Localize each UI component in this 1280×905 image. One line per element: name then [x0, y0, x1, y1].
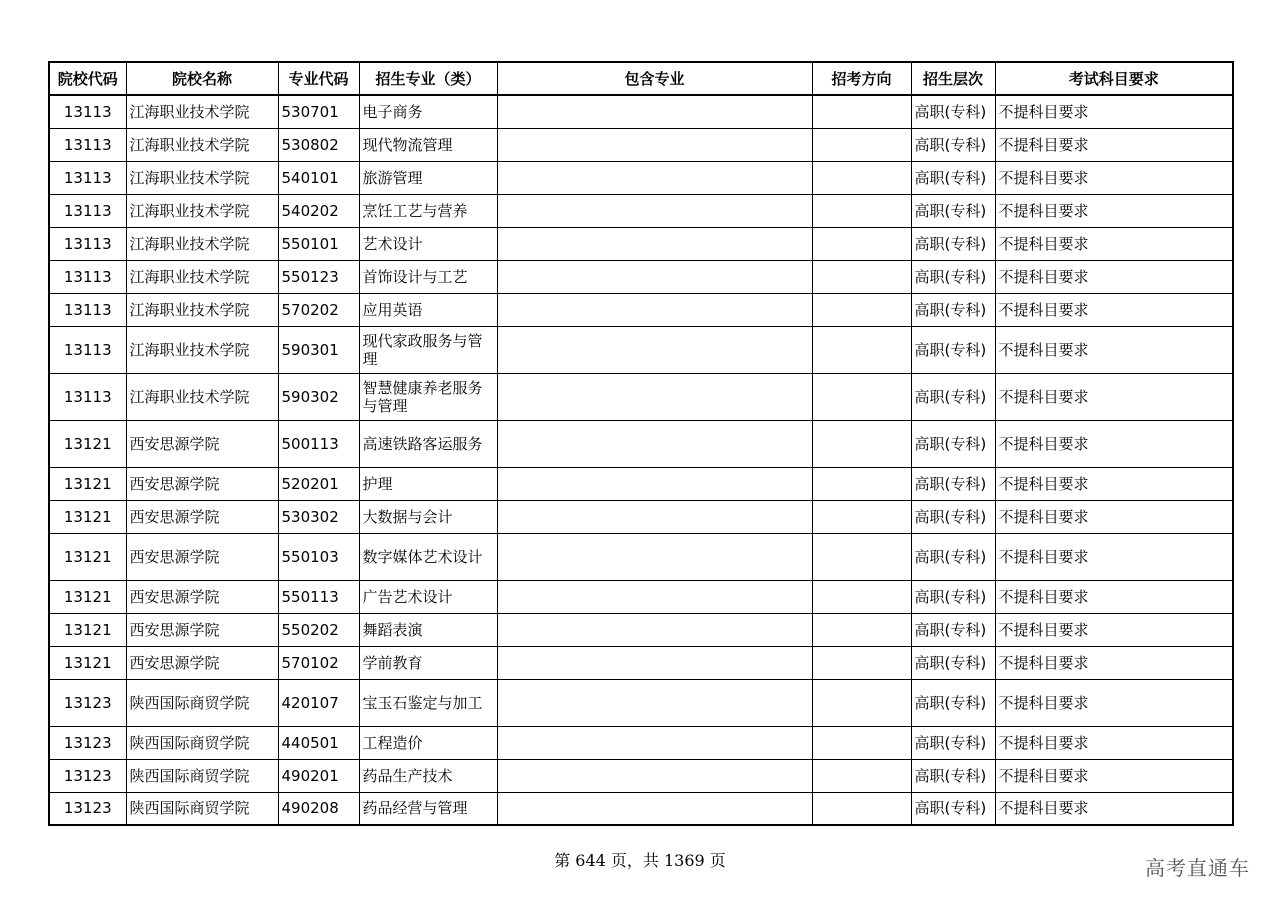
cell-major-code: 490208	[278, 792, 359, 825]
cell-major: 舞蹈表演	[359, 613, 497, 646]
enrollment-table	[48, 61, 1234, 826]
cell-school-name: 西安思源学院	[126, 500, 278, 533]
cell-level: 高职(专科)	[911, 161, 995, 194]
cell-major-code: 490201	[278, 759, 359, 792]
cell-level: 高职(专科)	[911, 646, 995, 679]
cell-requirement: 不提科目要求	[995, 533, 1233, 580]
cell-level: 高职(专科)	[911, 420, 995, 467]
cell-level: 高职(专科)	[911, 260, 995, 293]
cell-direction	[812, 792, 911, 825]
cell-major: 药品经营与管理	[359, 792, 497, 825]
cell-major: 现代家政服务与管理	[359, 326, 497, 373]
cell-major-code: 550113	[278, 580, 359, 613]
cell-included-majors	[497, 194, 812, 227]
cell-major: 现代物流管理	[359, 128, 497, 161]
cell-school-name: 江海职业技术学院	[126, 326, 278, 373]
cell-major: 烹饪工艺与营养	[359, 194, 497, 227]
cell-school-name: 江海职业技术学院	[126, 293, 278, 326]
cell-major: 广告艺术设计	[359, 580, 497, 613]
table-row	[49, 227, 1233, 260]
cell-major: 智慧健康养老服务与管理	[359, 373, 497, 420]
cell-level: 高职(专科)	[911, 467, 995, 500]
table-row	[49, 260, 1233, 293]
cell-included-majors	[497, 580, 812, 613]
cell-requirement: 不提科目要求	[995, 679, 1233, 726]
cell-direction	[812, 326, 911, 373]
cell-requirement: 不提科目要求	[995, 726, 1233, 759]
cell-level: 高职(专科)	[911, 500, 995, 533]
cell-school-name: 西安思源学院	[126, 613, 278, 646]
cell-direction	[812, 679, 911, 726]
cell-direction	[812, 95, 911, 128]
cell-school-code: 13113	[49, 293, 126, 326]
cell-school-name: 江海职业技术学院	[126, 95, 278, 128]
cell-requirement: 不提科目要求	[995, 580, 1233, 613]
watermark-text: 高考直通车	[1145, 856, 1250, 880]
cell-school-code: 13113	[49, 194, 126, 227]
table-row	[49, 293, 1233, 326]
cell-level: 高职(专科)	[911, 533, 995, 580]
cell-school-code: 13113	[49, 161, 126, 194]
table-row	[49, 161, 1233, 194]
cell-major-code: 530701	[278, 95, 359, 128]
cell-direction	[812, 726, 911, 759]
cell-school-code: 13121	[49, 420, 126, 467]
header-level: 招生层次	[911, 62, 995, 95]
table-row	[49, 128, 1233, 161]
table-row	[49, 646, 1233, 679]
cell-requirement: 不提科目要求	[995, 293, 1233, 326]
cell-level: 高职(专科)	[911, 194, 995, 227]
cell-included-majors	[497, 326, 812, 373]
cell-school-name: 西安思源学院	[126, 420, 278, 467]
cell-requirement: 不提科目要求	[995, 161, 1233, 194]
table-row	[49, 679, 1233, 726]
cell-major-code: 590302	[278, 373, 359, 420]
cell-major: 工程造价	[359, 726, 497, 759]
cell-major-code: 520201	[278, 467, 359, 500]
cell-major: 旅游管理	[359, 161, 497, 194]
cell-major-code: 550103	[278, 533, 359, 580]
table-row	[49, 420, 1233, 467]
cell-major-code: 420107	[278, 679, 359, 726]
cell-major: 应用英语	[359, 293, 497, 326]
cell-level: 高职(专科)	[911, 792, 995, 825]
cell-major-code: 550123	[278, 260, 359, 293]
header-requirement: 考试科目要求	[995, 62, 1233, 95]
cell-school-code: 13113	[49, 260, 126, 293]
cell-direction	[812, 646, 911, 679]
cell-school-code: 13113	[49, 95, 126, 128]
table-header-row	[49, 62, 1233, 95]
cell-major: 艺术设计	[359, 227, 497, 260]
cell-school-name: 西安思源学院	[126, 580, 278, 613]
cell-requirement: 不提科目要求	[995, 420, 1233, 467]
cell-school-name: 西安思源学院	[126, 467, 278, 500]
cell-school-code: 13123	[49, 759, 126, 792]
cell-school-name: 陕西国际商贸学院	[126, 679, 278, 726]
cell-direction	[812, 467, 911, 500]
cell-requirement: 不提科目要求	[995, 128, 1233, 161]
cell-level: 高职(专科)	[911, 580, 995, 613]
cell-school-name: 江海职业技术学院	[126, 227, 278, 260]
cell-direction	[812, 580, 911, 613]
cell-requirement: 不提科目要求	[995, 227, 1233, 260]
cell-major: 护理	[359, 467, 497, 500]
cell-requirement: 不提科目要求	[995, 467, 1233, 500]
cell-school-code: 13113	[49, 128, 126, 161]
cell-requirement: 不提科目要求	[995, 95, 1233, 128]
cell-school-code: 13121	[49, 467, 126, 500]
cell-major-code: 530302	[278, 500, 359, 533]
table-row	[49, 580, 1233, 613]
cell-school-code: 13121	[49, 533, 126, 580]
header-school-code: 院校代码	[49, 62, 126, 95]
cell-requirement: 不提科目要求	[995, 500, 1233, 533]
cell-direction	[812, 500, 911, 533]
cell-school-code: 13113	[49, 227, 126, 260]
header-school-name: 院校名称	[126, 62, 278, 95]
cell-major-code: 550101	[278, 227, 359, 260]
cell-major: 大数据与会计	[359, 500, 497, 533]
table-row	[49, 500, 1233, 533]
header-major: 招生专业（类）	[359, 62, 497, 95]
cell-level: 高职(专科)	[911, 128, 995, 161]
table-row	[49, 326, 1233, 373]
cell-level: 高职(专科)	[911, 759, 995, 792]
cell-major: 药品生产技术	[359, 759, 497, 792]
cell-requirement: 不提科目要求	[995, 792, 1233, 825]
table-row	[49, 95, 1233, 128]
cell-requirement: 不提科目要求	[995, 373, 1233, 420]
cell-school-code: 13121	[49, 580, 126, 613]
cell-school-code: 13123	[49, 679, 126, 726]
cell-direction	[812, 161, 911, 194]
cell-included-majors	[497, 373, 812, 420]
cell-level: 高职(专科)	[911, 293, 995, 326]
cell-school-code: 13121	[49, 500, 126, 533]
cell-direction	[812, 227, 911, 260]
cell-major-code: 540202	[278, 194, 359, 227]
cell-major-code: 440501	[278, 726, 359, 759]
cell-major-code: 540101	[278, 161, 359, 194]
header-included-majors: 包含专业	[497, 62, 812, 95]
cell-level: 高职(专科)	[911, 95, 995, 128]
cell-requirement: 不提科目要求	[995, 326, 1233, 373]
cell-level: 高职(专科)	[911, 326, 995, 373]
cell-major-code: 570102	[278, 646, 359, 679]
cell-school-name: 陕西国际商贸学院	[126, 759, 278, 792]
cell-requirement: 不提科目要求	[995, 613, 1233, 646]
cell-included-majors	[497, 500, 812, 533]
cell-school-name: 西安思源学院	[126, 646, 278, 679]
cell-level: 高职(专科)	[911, 679, 995, 726]
table-row	[49, 194, 1233, 227]
cell-major-code: 530802	[278, 128, 359, 161]
cell-major-code: 590301	[278, 326, 359, 373]
cell-included-majors	[497, 613, 812, 646]
cell-major-code: 500113	[278, 420, 359, 467]
header-direction: 招考方向	[812, 62, 911, 95]
table-row	[49, 613, 1233, 646]
cell-direction	[812, 128, 911, 161]
cell-direction	[812, 613, 911, 646]
table-row	[49, 759, 1233, 792]
cell-school-code: 13123	[49, 726, 126, 759]
cell-school-name: 陕西国际商贸学院	[126, 792, 278, 825]
cell-school-name: 江海职业技术学院	[126, 128, 278, 161]
table-row	[49, 792, 1233, 825]
cell-school-code: 13123	[49, 792, 126, 825]
cell-included-majors	[497, 646, 812, 679]
cell-included-majors	[497, 227, 812, 260]
cell-level: 高职(专科)	[911, 227, 995, 260]
cell-school-name: 西安思源学院	[126, 533, 278, 580]
cell-requirement: 不提科目要求	[995, 260, 1233, 293]
cell-major: 数字媒体艺术设计	[359, 533, 497, 580]
cell-direction	[812, 373, 911, 420]
cell-included-majors	[497, 679, 812, 726]
cell-direction	[812, 533, 911, 580]
table-body	[49, 95, 1233, 825]
cell-direction	[812, 260, 911, 293]
cell-included-majors	[497, 420, 812, 467]
cell-school-name: 江海职业技术学院	[126, 194, 278, 227]
cell-school-code: 13121	[49, 646, 126, 679]
cell-included-majors	[497, 726, 812, 759]
cell-direction	[812, 194, 911, 227]
cell-level: 高职(专科)	[911, 373, 995, 420]
cell-school-code: 13121	[49, 613, 126, 646]
cell-school-name: 江海职业技术学院	[126, 373, 278, 420]
cell-requirement: 不提科目要求	[995, 759, 1233, 792]
cell-major-code: 550202	[278, 613, 359, 646]
cell-major: 首饰设计与工艺	[359, 260, 497, 293]
cell-school-code: 13113	[49, 326, 126, 373]
cell-level: 高职(专科)	[911, 613, 995, 646]
cell-included-majors	[497, 467, 812, 500]
cell-direction	[812, 420, 911, 467]
cell-level: 高职(专科)	[911, 726, 995, 759]
cell-school-code: 13113	[49, 373, 126, 420]
cell-major: 电子商务	[359, 95, 497, 128]
cell-major: 宝玉石鉴定与加工	[359, 679, 497, 726]
cell-included-majors	[497, 293, 812, 326]
cell-included-majors	[497, 759, 812, 792]
cell-school-name: 陕西国际商贸学院	[126, 726, 278, 759]
cell-major: 高速铁路客运服务	[359, 420, 497, 467]
header-major-code: 专业代码	[278, 62, 359, 95]
cell-included-majors	[497, 792, 812, 825]
cell-major: 学前教育	[359, 646, 497, 679]
cell-included-majors	[497, 533, 812, 580]
cell-school-name: 江海职业技术学院	[126, 260, 278, 293]
cell-major-code: 570202	[278, 293, 359, 326]
table-row	[49, 726, 1233, 759]
cell-direction	[812, 293, 911, 326]
page-number: 第 644 页，共 1369 页	[554, 851, 726, 870]
cell-direction	[812, 759, 911, 792]
table-row	[49, 467, 1233, 500]
cell-included-majors	[497, 161, 812, 194]
cell-included-majors	[497, 95, 812, 128]
cell-requirement: 不提科目要求	[995, 194, 1233, 227]
cell-included-majors	[497, 128, 812, 161]
cell-requirement: 不提科目要求	[995, 646, 1233, 679]
cell-school-name: 江海职业技术学院	[126, 161, 278, 194]
cell-included-majors	[497, 260, 812, 293]
table-row	[49, 533, 1233, 580]
table-row	[49, 373, 1233, 420]
